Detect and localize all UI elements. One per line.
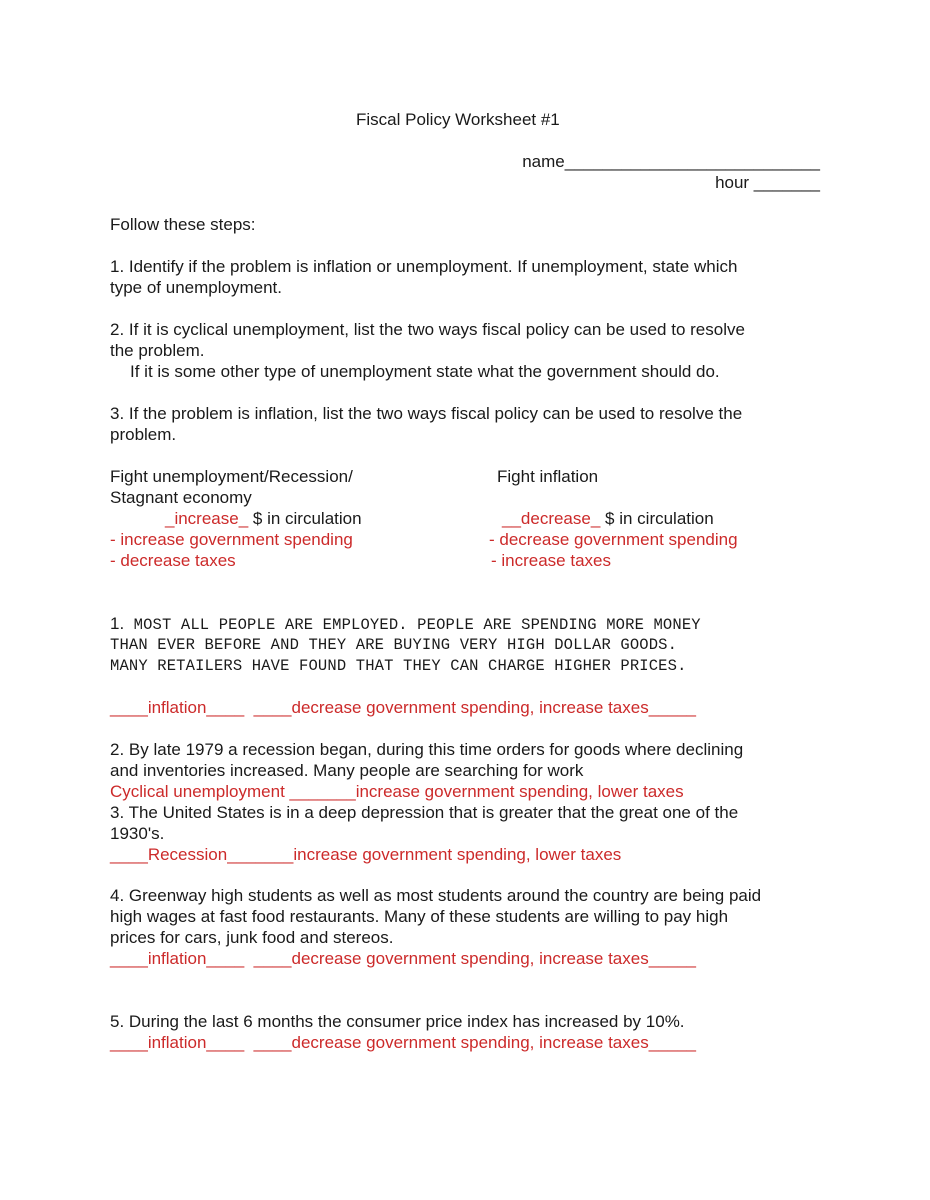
step-3-line-1: 3. If the problem is inflation, list the two ways fiscal policy can be used to resolve the — [110, 404, 743, 423]
question-3-answer: ____Recession_______increase government spending, lower taxes — [110, 845, 622, 864]
step-1-line-2: type of unemployment. — [110, 278, 282, 297]
question-2-line-2: and inventories increased. Many people are searching for work — [110, 761, 584, 780]
question-1-number: 1. — [110, 614, 125, 633]
question-4-line-2: high wages at fast food restaurants. Many of these students are willing to pay high — [110, 907, 729, 926]
name-field-line[interactable]: name___________________________ — [522, 152, 820, 171]
left-column-heading-1: Fight unemployment/Recession/ — [110, 467, 353, 486]
question-1-line-3: MANY RETAILERS HAVE FOUND THAT THEY CAN CHARGE HIGHER PRICES. — [110, 657, 687, 675]
intro-text: Follow these steps: — [110, 215, 256, 234]
right-blank-row — [502, 509, 714, 529]
question-2-line-1: 2. By late 1979 a recession began, during this time orders for goods where declining — [110, 740, 744, 759]
question-1-line-1 — [110, 614, 701, 635]
right-blank-answer: __decrease_ — [502, 509, 601, 528]
left-blank-answer: _increase_ — [165, 509, 249, 528]
question-4-line-1: 4. Greenway high students as well as most students around the country are being paid — [110, 886, 762, 905]
question-1-answer: ____inflation____ ____decrease government spending, increase taxes_____ — [110, 698, 696, 717]
left-item-1: - increase government spending — [110, 530, 353, 549]
left-blank-label: $ in circulation — [248, 509, 362, 528]
question-2-answer: Cyclical unemployment _______increase government spending, lower taxes — [110, 782, 684, 801]
question-3-line-1: 3. The United States is in a deep depression that is greater that the great one of the — [110, 803, 739, 822]
step-3-line-2: problem. — [110, 425, 177, 444]
left-column-heading-2: Stagnant economy — [110, 488, 252, 507]
question-4-answer: ____inflation____ ____decrease government spending, increase taxes_____ — [110, 949, 696, 968]
left-item-2: - decrease taxes — [110, 551, 236, 570]
step-2-line-3: If it is some other type of unemployment state what the government should do. — [130, 362, 720, 381]
step-1-line-1: 1. Identify if the problem is inflation or unemployment. If unemployment, state which — [110, 257, 738, 276]
question-1-text: MOST ALL PEOPLE ARE EMPLOYED. PEOPLE ARE SPENDING MORE MONEY — [124, 616, 701, 634]
right-item-2: - increase taxes — [491, 551, 611, 570]
left-blank-row — [165, 509, 362, 529]
question-3-line-2: 1930's. — [110, 824, 165, 843]
question-5-answer: ____inflation____ ____decrease government spending, increase taxes_____ — [110, 1033, 696, 1052]
question-5-line-1: 5. During the last 6 months the consumer price index has increased by 10%. — [110, 1012, 685, 1031]
right-column-heading: Fight inflation — [497, 467, 599, 486]
right-item-1: - decrease government spending — [489, 530, 738, 549]
hour-field-line[interactable]: hour _______ — [715, 173, 820, 192]
question-4-line-3: prices for cars, junk food and stereos. — [110, 928, 394, 947]
question-1-line-2: THAN EVER BEFORE AND THEY ARE BUYING VERY HIGH DOLLAR GOODS. — [110, 636, 678, 654]
right-blank-label: $ in circulation — [600, 509, 714, 528]
page-title: Fiscal Policy Worksheet #1 — [356, 110, 560, 129]
step-2-line-1: 2. If it is cyclical unemployment, list the two ways fiscal policy can be used to resolve — [110, 320, 745, 339]
step-2-line-2: the problem. — [110, 341, 205, 360]
